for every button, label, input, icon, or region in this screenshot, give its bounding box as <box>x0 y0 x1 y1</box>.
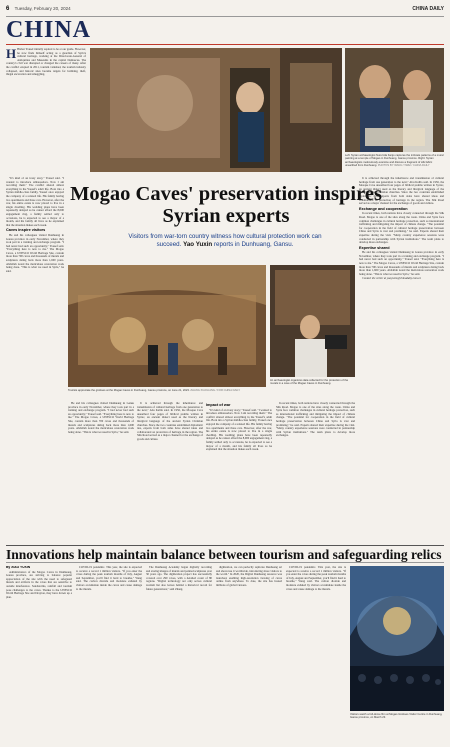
deck-text: Visitors from war-torn country witness how cultural protection work can succeed. <box>128 233 322 248</box>
body-column-4 <box>206 402 272 542</box>
body-text: It is achieved through the inheritance and transmission of cultural heritage from one generation to the next," Abu Kalila said. In 1956, the Mosque Cave unearthed four pages of biblical psalms written in Syriac, an ancient dialect used as the literary and liturgical language of the ancient Syrian Christian churches. Since the two countries established diplomatic ties, experts from both sides have shared ideas and collaborated on protection of heritage in the region. The Silk Road served as a major channel for the exchange of goods and culture. <box>359 177 444 206</box>
body-column-6 <box>276 402 355 542</box>
cave-tourists-photo <box>68 265 266 387</box>
drop-cap: H <box>6 48 17 61</box>
story-lead-column <box>6 48 86 173</box>
deck-byline: Yao Yuxin <box>183 240 213 248</box>
issue-date: Tuesday, February 20, 2024 <box>14 6 71 11</box>
story2-column-2 <box>76 566 142 744</box>
body-text: He and his colleagues visited Dunhuang in Gansu province in early November, where they took part in a training and exchange program. "I had never had such an opportunity," Yousef said. "Everything here is new to me." The Mogao Caves, a UNESCO World Heritage Site, contain more than 700 caves and thousands of murals and sculptures dating back more than 1,600 years. Abdallah noted the meticulous restoration work being done. "This is what we need in Syria," he said. <box>359 250 444 276</box>
story2-column-3 <box>146 566 212 744</box>
archaeologist-photo <box>270 265 355 377</box>
body-text: digitization, we can perfectly replicate Dunhuang art and showcase it worldwide, introducing more visitors to the world." In 2020, the Digital Dunhuang resource was launched, enabling high-resolution viewing of caves online from anywhere. To date, the site has hosted millions of global viewers. <box>216 566 282 587</box>
writer-contact: Contact the writer at yaoyuxin@chinadaily.com.cn <box>362 276 422 281</box>
cave-tourists-illustration <box>68 265 266 387</box>
story2-column-4 <box>216 566 282 744</box>
body-text: It is achieved through the inheritance and transmission of cultural heritage from one generation to the next," Abu Kalila said. In 1956, the Mosque Cave unearthed four pages of biblical psalms written in Syriac, an ancient dialect used as the literary and liturgical language of the ancient Syrian Christian churches. Since the two countries established diplomatic ties, experts from both sides have shared ideas and collaborated on protection of heritage in the region. The Silk Road served as a major channel for the exchange of goods and culture. <box>137 402 203 441</box>
section-title: CHINA <box>6 17 92 43</box>
photo-credit: PHOTOS BY WANG YIWEI / CHINA DAILY <box>377 163 430 167</box>
subhead-war: Impact of war <box>206 403 231 407</box>
masthead <box>6 6 444 17</box>
top-photo-caption <box>345 154 444 176</box>
subhead-expertise: Expertise shared <box>359 245 390 250</box>
subhead-caves: Caves inspire visitors <box>6 228 46 233</box>
subhead-exchange: Exchange and cooperation <box>359 206 408 211</box>
photo-caption: Left: Syrian archaeologist Nurel Ala Kanjo captures the intricate patterns of a mural painting at a temple of Mogao in Dunhuang, Gansu province. Right: Syrian archaeologists meticulously examine and discuss a fragment of silk fabric unearthed from Dunhuang. <box>345 154 444 167</box>
story2-byline: By XIAO YUXIN <box>6 566 31 569</box>
archaeologist-illustration <box>270 265 355 377</box>
body-text: Administrators of the Mogao Caves in Dunhuang, Gansu province, are striving to balance popular appreciation of the site with the need to safeguard murals and artifacts in the caves that are sensitive to outside interference. Sandstorms, rainfall and tourism pose challenges to the caves. Thanks to the UNESCO World Heritage Site and Drayton, they have drawn up a plan. <box>6 569 72 599</box>
section-rule <box>6 44 444 45</box>
story2-column-1 <box>6 566 72 744</box>
body-text: The Dunhuang Academy began digitally recording and storing images of murals and painted sculptures over 30 years ago. The digitization project has successfully covered over 290 caves, with a detailed count of 80 regions. "Digital technology not only serves cultural tourism but also leaves behind a historical record for future generations," said Zhang. <box>146 566 212 591</box>
photo2-credit: ZHANG XIAOLIANG / FOR CHINA DAILY <box>190 389 241 392</box>
dome-film-photo <box>350 566 444 711</box>
story2-column-5 <box>286 566 346 744</box>
body-text: "It's kind of an irony story," Yousef said. "I wanted to introduce ambassadors. Now I am recording them." The conflict altered almost everything in the Yousef's adult life. Born into a Syrian middle-class family, Yousef once enjoyed the company of a relaxed life. His family having two apartments and three cars. However, after the war, his entire estate is now placed to live in a single dwelling. His wedding plans have been repeatedly delayed as he cannot afford the 8,000 engagement ring, a family settled only to occasions, he is expected to see a mayor of a month, and his family all lives as he explained that the situation makes each week. <box>6 177 64 227</box>
photo2-caption: Tourists appreciate the grottoes at the Mogao Caves in Dunhuang, Gansu province, on June 21, 2023. <box>68 389 190 392</box>
deck-end: reports in Dunhuang, Gansu. <box>213 240 294 248</box>
story-divider <box>6 545 444 546</box>
photo3-caption: An archaeologist organizes data collected for the protection of the murals in a cave of the Mogao Caves in Dunhuang. <box>270 379 349 386</box>
body-column-1 <box>6 177 64 542</box>
body-text: In recent times, both nations have closely connected through the Silk Road. Mogao is one of the sites along the route. China and Syria face common challenges in cultural heritage protection, such as international trafficking and mitigating the impact of climate change. "The potential for cooperation in the field of cultural heritage preservation between China and Syria is vast and promising," he said. Experts shared their expertise during the visit. "Many country experience sessions were conducted in partnership with Syrian institutions." The team plans to develop more exchanges. <box>276 402 355 438</box>
second-headline-rule <box>6 562 444 563</box>
top-photo-left <box>90 48 342 172</box>
body-text: COVID-19 pandemic. This year, the site is expected to receive a record 1 million visitors. "If you enter the caves during the peak tourism months of July, August and September, you'll find it hard to breathe," Wang said. The carbon dioxide and moisture exhaled by visitors accumulate inside the caves and cause damage to the murals. <box>286 566 346 591</box>
headline: Mogao Caves' preservation inspires Syrian experts <box>70 183 382 227</box>
silk-fragment-illustration <box>345 48 444 152</box>
body-column-2 <box>68 402 134 542</box>
body-text: He and his colleagues visited Dunhuang in Gansu province in early November, where they took part in a training and exchange program. "I had never had such an opportunity," Yousef said. "Everything here is new to me." The Mogao Caves, a UNESCO World Heritage Site, contain more than 700 caves and thousands of murals and sculptures dating back more than 1,600 years. Abdallah noted the meticulous restoration work being done. "This is what we need in Syria," he said. <box>6 232 64 273</box>
dome-photo-caption <box>350 713 444 720</box>
page-number: 6 <box>6 6 10 12</box>
second-headline: Innovations help maintain balance between tourism and safeguarding relics <box>6 547 442 562</box>
body-column-3 <box>137 402 203 542</box>
dome-film-illustration <box>350 566 444 711</box>
photo4-caption: Visitors watch a full-dome film at Mogao Grottoes Visitor Centre in Dunhuang, Gansu province, on March 23. <box>350 713 443 720</box>
body-column-5 <box>359 177 444 542</box>
body-text: In recent times, both nations have closely connected through the Silk Road. Mogao is one of the sites along the route. China and Syria face common challenges in cultural heritage protection, such as international trafficking and mitigating the impact of climate change. "The potential for cooperation in the field of cultural heritage preservation between China and Syria is vast and promising," he said. Experts shared their expertise during the visit. "Many country experience sessions were conducted in partnership with Syrian institutions." The team plans to develop more exchanges. <box>359 211 444 245</box>
story-lead: Hishar Yousef initially aspired to be a tour guide. However, he now finds himself acting as a guardian of Syria's cultural heritage, working at the Directorate-General of Antiquities and Museums in the capital Damascus. The country's civil war disrupted or changed the careers of many. After the conflict erupted in 2011, tourism vanished, the tourism industry collapsed, and historic sites became targets for bombing, theft, illegal excavation and smuggling. <box>6 48 86 77</box>
top-photo-right <box>345 48 444 152</box>
middle-photo-caption <box>68 389 266 392</box>
body-text: "It's kind of an irony story," Yousef said. "I wanted to introduce ambassadors. Now I am recording them." The conflict altered almost everything in the Yousef's adult life. Born into a Syrian middle-class family, Yousef once enjoyed the company of a relaxed life. His family having two apartments and three cars. However, after the war, his entire estate is now placed to live in a single dwelling. His wedding plans have been repeatedly delayed as he cannot afford the 8,000 engagement ring, a family settled only to occasions, he is expected to see a mayor of a month, and his family all lives as he explained that the situation makes each week. <box>206 407 272 452</box>
body-text: COVID-19 pandemic. This year, the site is expected to receive a record 1 million visitors. "If you enter the caves during the peak tourism months of July, August and September, you'll find it hard to breathe," Wang said. The carbon dioxide and moisture exhaled by visitors accumulate inside the caves and cause damage to the murals. <box>76 566 142 591</box>
deck <box>120 233 330 248</box>
right-photo-caption <box>270 379 355 386</box>
publication-name: CHINA DAILY <box>412 6 444 12</box>
mural-scene-illustration <box>90 48 342 172</box>
body-text: He and his colleagues visited Dunhuang in Gansu province in early November, where they took part in a training and exchange program. "I had never had such an opportunity," Yousef said. "Everything here is new to me." The Mogao Caves, a UNESCO World Heritage Site, contain more than 700 caves and thousands of murals and sculptures dating back more than 1,600 years. Abdallah noted the meticulous restoration work being done. "This is what we need in Syria," he said. <box>68 402 134 434</box>
